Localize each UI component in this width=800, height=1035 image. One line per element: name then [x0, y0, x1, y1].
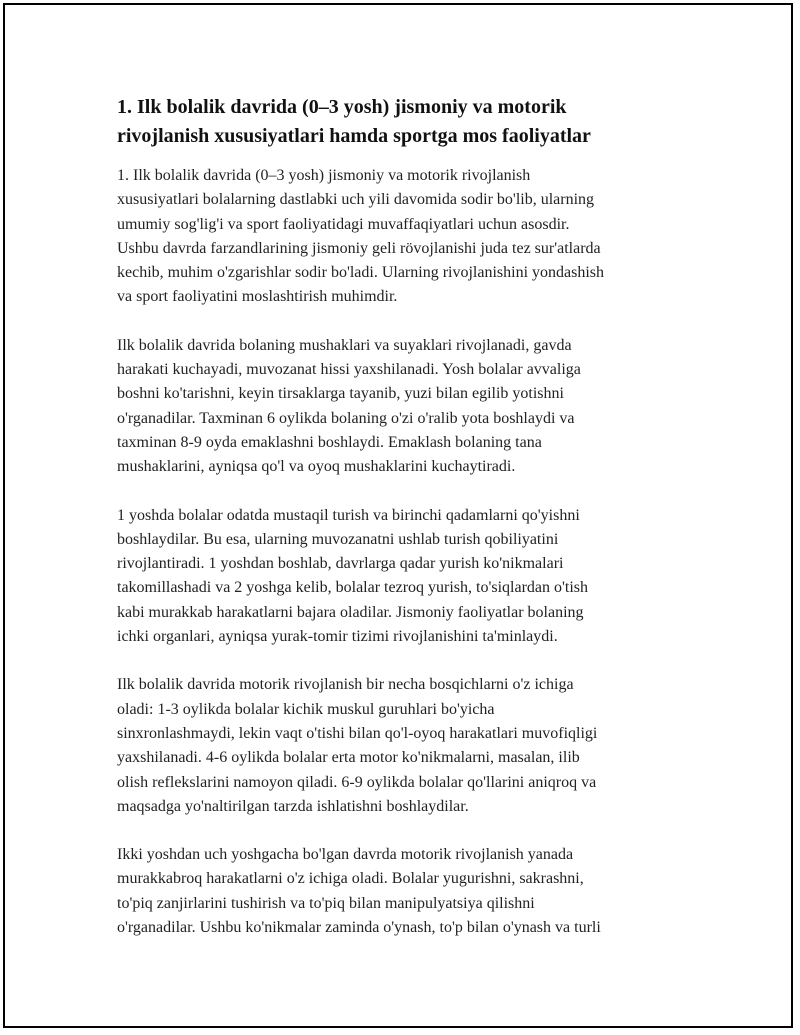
text-line: murakkabroq harakatlarni o'z ichiga oladi. Bolalar yugurishni, sakrashni, [117, 870, 584, 888]
text-line: o'rganadilar. Ushbu ko'nikmalar zaminda o'ynash, to'p bilan o'ynash va turli [117, 919, 601, 937]
text-line: maqsadga yo'naltirilgan tarzda ishlatishni boshlaydilar. [117, 797, 469, 815]
text-line: boshlaydilar. Bu esa, ularning muvozanatni ushlab turish qobiliyatini [117, 530, 559, 548]
text-line: boshni ko'tarishni, keyin tirsaklarga tayanib, yuzi bilan egilib yotishni [117, 385, 564, 403]
text-line: harakati kuchayadi, muvozanat hissi yaxshilanadi. Yosh bolalar avvaliga [117, 361, 581, 379]
document-body [117, 93, 687, 964]
paragraph-3 [117, 504, 687, 650]
text-line: kabi murakkab harakatlarni bajara oladilar. Jismoniy faoliyatlar bolaning [117, 603, 584, 621]
paragraph-4 [117, 673, 687, 819]
text-line: rivojlantiradi. 1 yoshdan boshlab, davrlarga qadar yurish ko'nikmalari [117, 555, 564, 573]
text-line: Ikki yoshdan uch yoshgacha bo'lgan davrda motorik rivojlanish yanada [117, 846, 574, 864]
section-heading [117, 93, 687, 151]
text-line: va sport faoliyatini moslashtirish muhimdir. [117, 288, 398, 306]
text-line: yaxshilanadi. 4-6 oylikda bolalar erta motor ko'nikmalarni, masalan, ilib [117, 749, 580, 767]
text-line: ichki organlari, ayniqsa yurak-tomir tizimi rivojlanishini ta'minlaydi. [117, 628, 558, 646]
text-line: Ushbu davrda farzandlarining jismoniy geli rövojlanishi juda tez sur'atlarda [117, 239, 601, 257]
text-line: mushaklarini, ayniqsa qo'l va oyoq mushaklarini kuchaytiradi. [117, 458, 516, 476]
text-line: 1. Ilk bolalik davrida (0–3 yosh) jismoniy va motorik rivojlanish [117, 167, 531, 184]
text-line: kechib, muhim o'zgarishlar sodir bo'ladi. Ularning rivojlanishini yondashish [117, 264, 605, 282]
text-line: oladi: 1-3 oylikda bolalar kichik muskul guruhlari bo'yicha [117, 700, 495, 718]
heading-line: rivojlanish xususiyatlari hamda sportga mos faoliyatlar [117, 125, 591, 147]
text-line: umumiy sog'lig'i va sport faoliyatidagi muvaffaqiyatlari uchun asosdir. [117, 215, 570, 233]
paragraph-5 [117, 843, 687, 940]
text-line: to'piq zanjirlarini tushirish va to'piq bilan manipulyatsiya qilishni [117, 894, 535, 912]
paragraph-2 [117, 334, 687, 480]
paragraph-1 [117, 164, 687, 310]
text-line: olish reflekslarini namoyon qiladi. 6-9 oylikda bolalar qo'llarini aniqroq va [117, 773, 597, 791]
text-line: Ilk bolalik davrida motorik rivojlanish bir necha bosqichlarni o'z ichiga [117, 676, 574, 694]
text-line: taxminan 8-9 oyda emaklashni boshlaydi. Emaklash bolaning tana [117, 433, 542, 451]
text-line: xususiyatlari bolalarning dastlabki uch yili davomida sodir bo'lib, ularning [117, 191, 595, 209]
text-line: Ilk bolalik davrida bolaning mushaklari va suyaklari rivojlanadi, gavda [117, 336, 572, 354]
text-line: takomillashadi va 2 yoshga kelib, bolalar tezroq yurish, to'siqlardan o'tish [117, 579, 588, 597]
text-line: o'rganadilar. Taxminan 6 oylikda bolaning o'zi o'ralib yota boshlaydi va [117, 409, 575, 427]
text-line: 1 yoshda bolalar odatda mustaqil turish va birinchi qadamlarni qo'yishni [117, 506, 580, 524]
text-line: sinxronlashmaydi, lekin vaqt o'tishi bilan qo'l-oyoq harakatlari muvofiqligi [117, 724, 598, 742]
heading-line: 1. Ilk bolalik davrida (0–3 yosh) jismoniy va motorik [117, 96, 567, 118]
